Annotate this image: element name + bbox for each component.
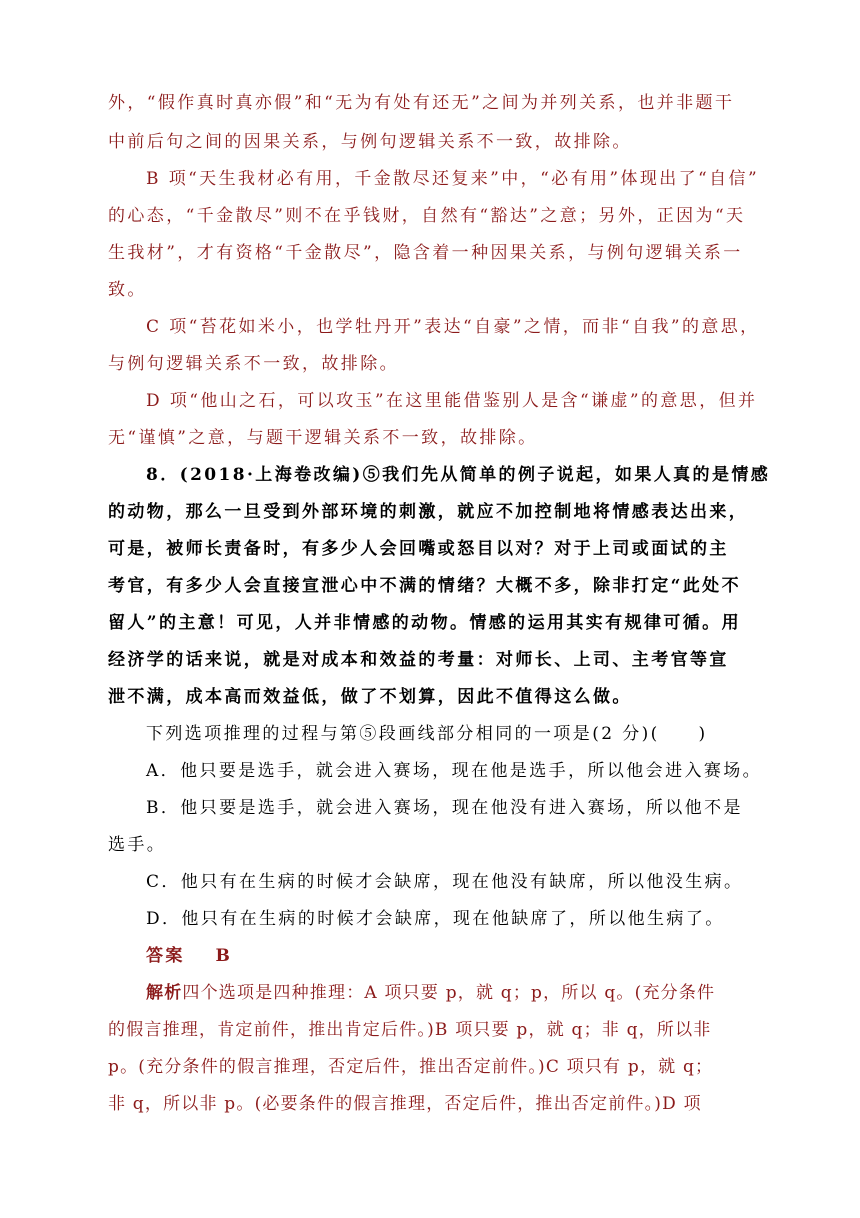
answer-label: 答案 xyxy=(146,946,185,966)
analysis-line: 非 q，所以非 p。(必要条件的假言推理，否定后件，推出否定前件。)D 项 xyxy=(108,1094,702,1114)
explanation-line: 与例句逻辑关系不一致，故排除。 xyxy=(108,354,399,374)
analysis-line: p。(充分条件的假言推理，否定后件，推出否定前件。)C 项只有 p，就 q； xyxy=(108,1057,714,1077)
question-prompt: 下列选项推理的过程与第⑤段画线部分相同的一项是(2 分)( ) xyxy=(146,724,708,744)
question-8-passage-line: 留人”的主意！可见，人并非情感的动物。情感的运用其实有规律可循。用 xyxy=(108,613,741,633)
analysis-text: 四个选项是四种推理：A 项只要 p，就 q；p，所以 q。(充分条件 xyxy=(182,983,716,1003)
explanation-line: 的心态，“千金散尽”则不在乎钱财，自然有“豁达”之意；另外，正因为“天 xyxy=(108,206,746,226)
explanation-line: 无“谨慎”之意，与题干逻辑关系不一致，故排除。 xyxy=(108,428,538,448)
question-8-passage-line: 泄不满，成本高而效益低，做了不划算，因此不值得这么做。 xyxy=(108,687,632,707)
option-d: D．他只有在生病的时候才会缺席，现在他缺席了，所以他生病了。 xyxy=(146,909,725,929)
explanation-option-c: C 项“苔花如米小，也学牡丹开”表达“自豪”之情，而非“自我”的意思， xyxy=(146,317,760,337)
question-8-passage-line: 经济学的话来说，就是对成本和效益的考量：对师长、上司、主考官等宣 xyxy=(108,650,729,670)
option-a: A．他只要是选手，就会进入赛场，现在他是选手，所以他会进入赛场。 xyxy=(146,761,763,781)
question-8-passage-line: 8．(2018·上海卷改编)⑤我们先从简单的例子说起，如果人真的是情感 xyxy=(146,465,771,485)
explanation-line: 外，“假作真时真亦假”和“无为有处有还无”之间为并列关系，也并非题干 xyxy=(108,93,735,113)
explanation-option-d: D 项“他山之石，可以攻玉”在这里能借鉴别人是含“谦虚”的意思，但并 xyxy=(146,391,758,411)
option-c: C．他只有在生病的时候才会缺席，现在他没有缺席，所以他没生病。 xyxy=(146,872,744,892)
option-b-continued: 选手。 xyxy=(108,835,167,855)
answer-line xyxy=(146,945,232,967)
explanation-line: 中前后句之间的因果关系，与例句逻辑关系不一致，故排除。 xyxy=(108,132,632,152)
explanation-option-b: B 项“天生我材必有用，千金散尽还复来”中，“必有用”体现出了“自信” xyxy=(146,169,760,189)
analysis-line xyxy=(146,982,715,1004)
option-b: B．他只要是选手，就会进入赛场，现在他没有进入赛场，所以他不是 xyxy=(146,798,743,818)
explanation-line: 生我材”，才有资格“千金散尽”，隐含着一种因果关系，与例句逻辑关系一 xyxy=(108,243,743,263)
analysis-line: 的假言推理，肯定前件，推出肯定后件。)B 项只要 p，就 q；非 q，所以非 xyxy=(108,1020,712,1040)
explanation-line: 致。 xyxy=(108,280,147,300)
answer-value: B xyxy=(215,946,233,966)
question-8-passage-line: 考官，有多少人会直接宣泄心中不满的情绪？大概不多，除非打定“此处不 xyxy=(108,576,741,596)
analysis-label: 解析 xyxy=(146,983,183,1003)
question-8-passage-line: 可是，被师长责备时，有多少人会回嘴或怒目以对？对于上司或面试的主 xyxy=(108,539,729,559)
question-8-passage-line: 的动物，那么一旦受到外部环境的刺激，就应不加控制地将情感表达出来， xyxy=(108,502,749,522)
